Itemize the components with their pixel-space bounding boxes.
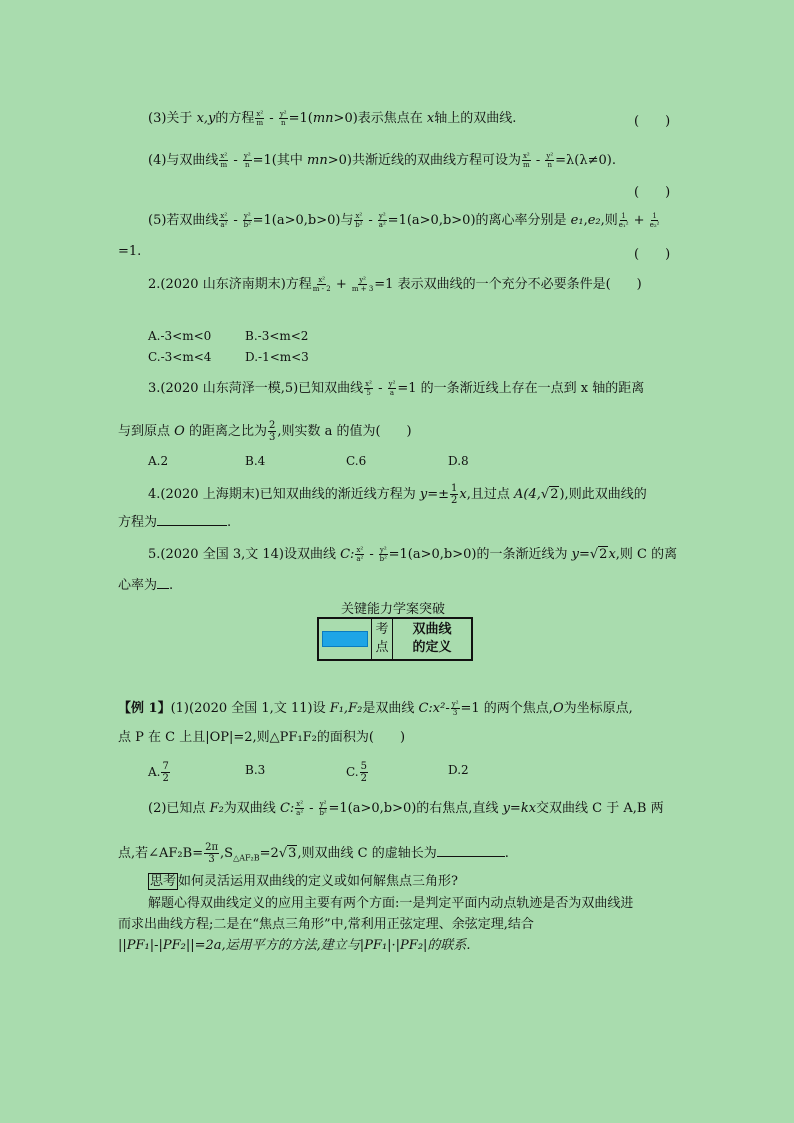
ex1-line: 【例 1】(1)(2020 全国 1,文 11)设 F₁,F₂是双曲线 C:x²- $\frac{\text{y²}}{3}$ =1 的两个焦点,O为坐标原点, <box>118 700 633 717</box>
answer-paren: ( ) <box>634 185 671 200</box>
option-d: D.-1<m<3 <box>245 350 309 364</box>
option-b: B.3 <box>245 763 266 777</box>
option-d: D.8 <box>448 454 469 468</box>
answer-blank <box>157 525 227 526</box>
answer-blank <box>437 856 505 857</box>
ex1-line2: 点 P 在 C 上且|OP|=2,则△PF₁F₂的面积为( ) <box>118 730 406 745</box>
option-c: C. $\frac{5}{2}$ <box>346 761 367 784</box>
ex2-line2: 点,若∠AF₂B= $\frac{2\pi}{3}$ $,S_{\triangle AF_2B}=2√3$,则双曲线 C 的虚轴长为 . <box>118 842 509 865</box>
kaodian-cell: 考 点 <box>372 618 393 660</box>
key-point-table <box>317 617 473 661</box>
think-line: 思考 如何灵活运用双曲线的定义或如何解焦点三角形? <box>150 874 458 889</box>
section-title: 关键能力学案突破 <box>341 602 446 617</box>
q5-line: (5)若双曲线 $\frac{\text{x²}}{\text{a²}}$ - $\frac{\text{y²}}{\text{b²}}$ =1(a>0,b>0)与 $\frac{\text{x²}}{\text{b²}}$ - $\frac{\text{y²}}{\text{a²}}$ =1(a>0,b>0)的离心率分别是 e₁,e₂,则 $\frac{1}{\text{e₁²}}$ + $\frac{1}{\text{e₂²}}$ <box>148 212 660 229</box>
q3-line: (3)关于 x,y的方程 $\frac{\text{x²}}{m}$ - $\frac{\text{y²}}{n}$ =1(mn>0)表示焦点在 x轴上的双曲线. <box>148 110 517 127</box>
definition-cell: 双曲线 的定义 <box>393 618 473 660</box>
option-c: C.6 <box>346 454 367 468</box>
p2-line: 2.(2020 山东济南期末)方程 $\frac{\text{x²}}{m - 2}$ + $\frac{\text{y²}}{m + 3}$ =1 表示双曲线的一个充分不必要条件是( ) <box>148 276 642 293</box>
p3-line: 3.(2020 山东菏泽一模,5)已知双曲线 $\frac{\text{x²}}{5}$ - $\frac{\text{y²}}{a}$ =1 的一条渐近线上存在一点到 x 轴的距离 <box>148 380 645 397</box>
think-p2: 而求出曲线方程;二是在“焦点三角形”中,常利用正弦定理、余弦定理,结合 <box>118 917 534 932</box>
p4-line2: 方程为 . <box>118 515 232 530</box>
think-label: 思考 <box>150 874 177 889</box>
q4-line: (4)与双曲线 $\frac{\text{x²}}{m}$ - $\frac{\text{y²}}{n}$ =1(其中 mn>0)共渐近线的双曲线方程可设为 $\frac{\text{x²}}{m}$ - $\frac{\text{y²}}{n}$ =λ(λ≠0). <box>148 152 616 169</box>
option-a: A.2 <box>148 454 169 468</box>
option-b: B.4 <box>245 454 266 468</box>
option-b: B.-3<m<2 <box>245 329 309 343</box>
answer-blank <box>157 588 169 589</box>
answer-paren: ( ) <box>634 114 671 129</box>
fraction: $\frac{\text{y²}}{n}$ <box>279 110 287 127</box>
p5-line: 5.(2020 全国 3,文 14)设双曲线 C: $\frac{\text{x²}}{\text{a²}}$ - $\frac{\text{y²}}{\text{b²}}$ =1(a>0,b>0)的一条渐近线为 y=√2x,则 C 的离 <box>148 546 678 563</box>
ex2-line: (2)已知点 F₂为双曲线 C: $\frac{\text{x²}}{\text{a²}}$ - $\frac{\text{y²}}{\text{b²}}$ =1(a>0,b>0)的右焦点,直线 y=kx交双曲线 C 于 A,B 两 <box>148 800 664 817</box>
option-a: A. $\frac{7}{2}$ <box>148 761 169 784</box>
q5-line2: =1. <box>118 244 142 259</box>
p5-line2: 心率为 . <box>118 578 174 593</box>
p4-line: 4.(2020 上海期末)已知双曲线的渐近线方程为 y=± $\frac{1}{2}$ x,且过点 A(4,√2),则此双曲线的 <box>148 483 647 506</box>
think-p3: ||PF₁|-|PF₂||=2a,运用平方的方法,建立与|PF₁|·|PF₂|的联系. <box>118 938 471 953</box>
blue-label-box <box>322 631 368 647</box>
option-a: A.-3<m<0 <box>148 329 212 343</box>
option-c: C.-3<m<4 <box>148 350 212 364</box>
answer-paren: ( ) <box>634 247 671 262</box>
fraction: $\frac{\text{x²}}{m}$ <box>256 110 264 127</box>
p3-line2: 与到原点 O 的距离之比为 $\frac{2}{3}$ ,则实数 a 的值为( ) <box>118 420 412 443</box>
blue-label-cell <box>318 618 372 660</box>
think-p1: 解题心得双曲线定义的应用主要有两个方面:一是判定平面内动点轨迹是否为双曲线进 <box>148 896 634 911</box>
option-d: D.2 <box>448 763 469 777</box>
